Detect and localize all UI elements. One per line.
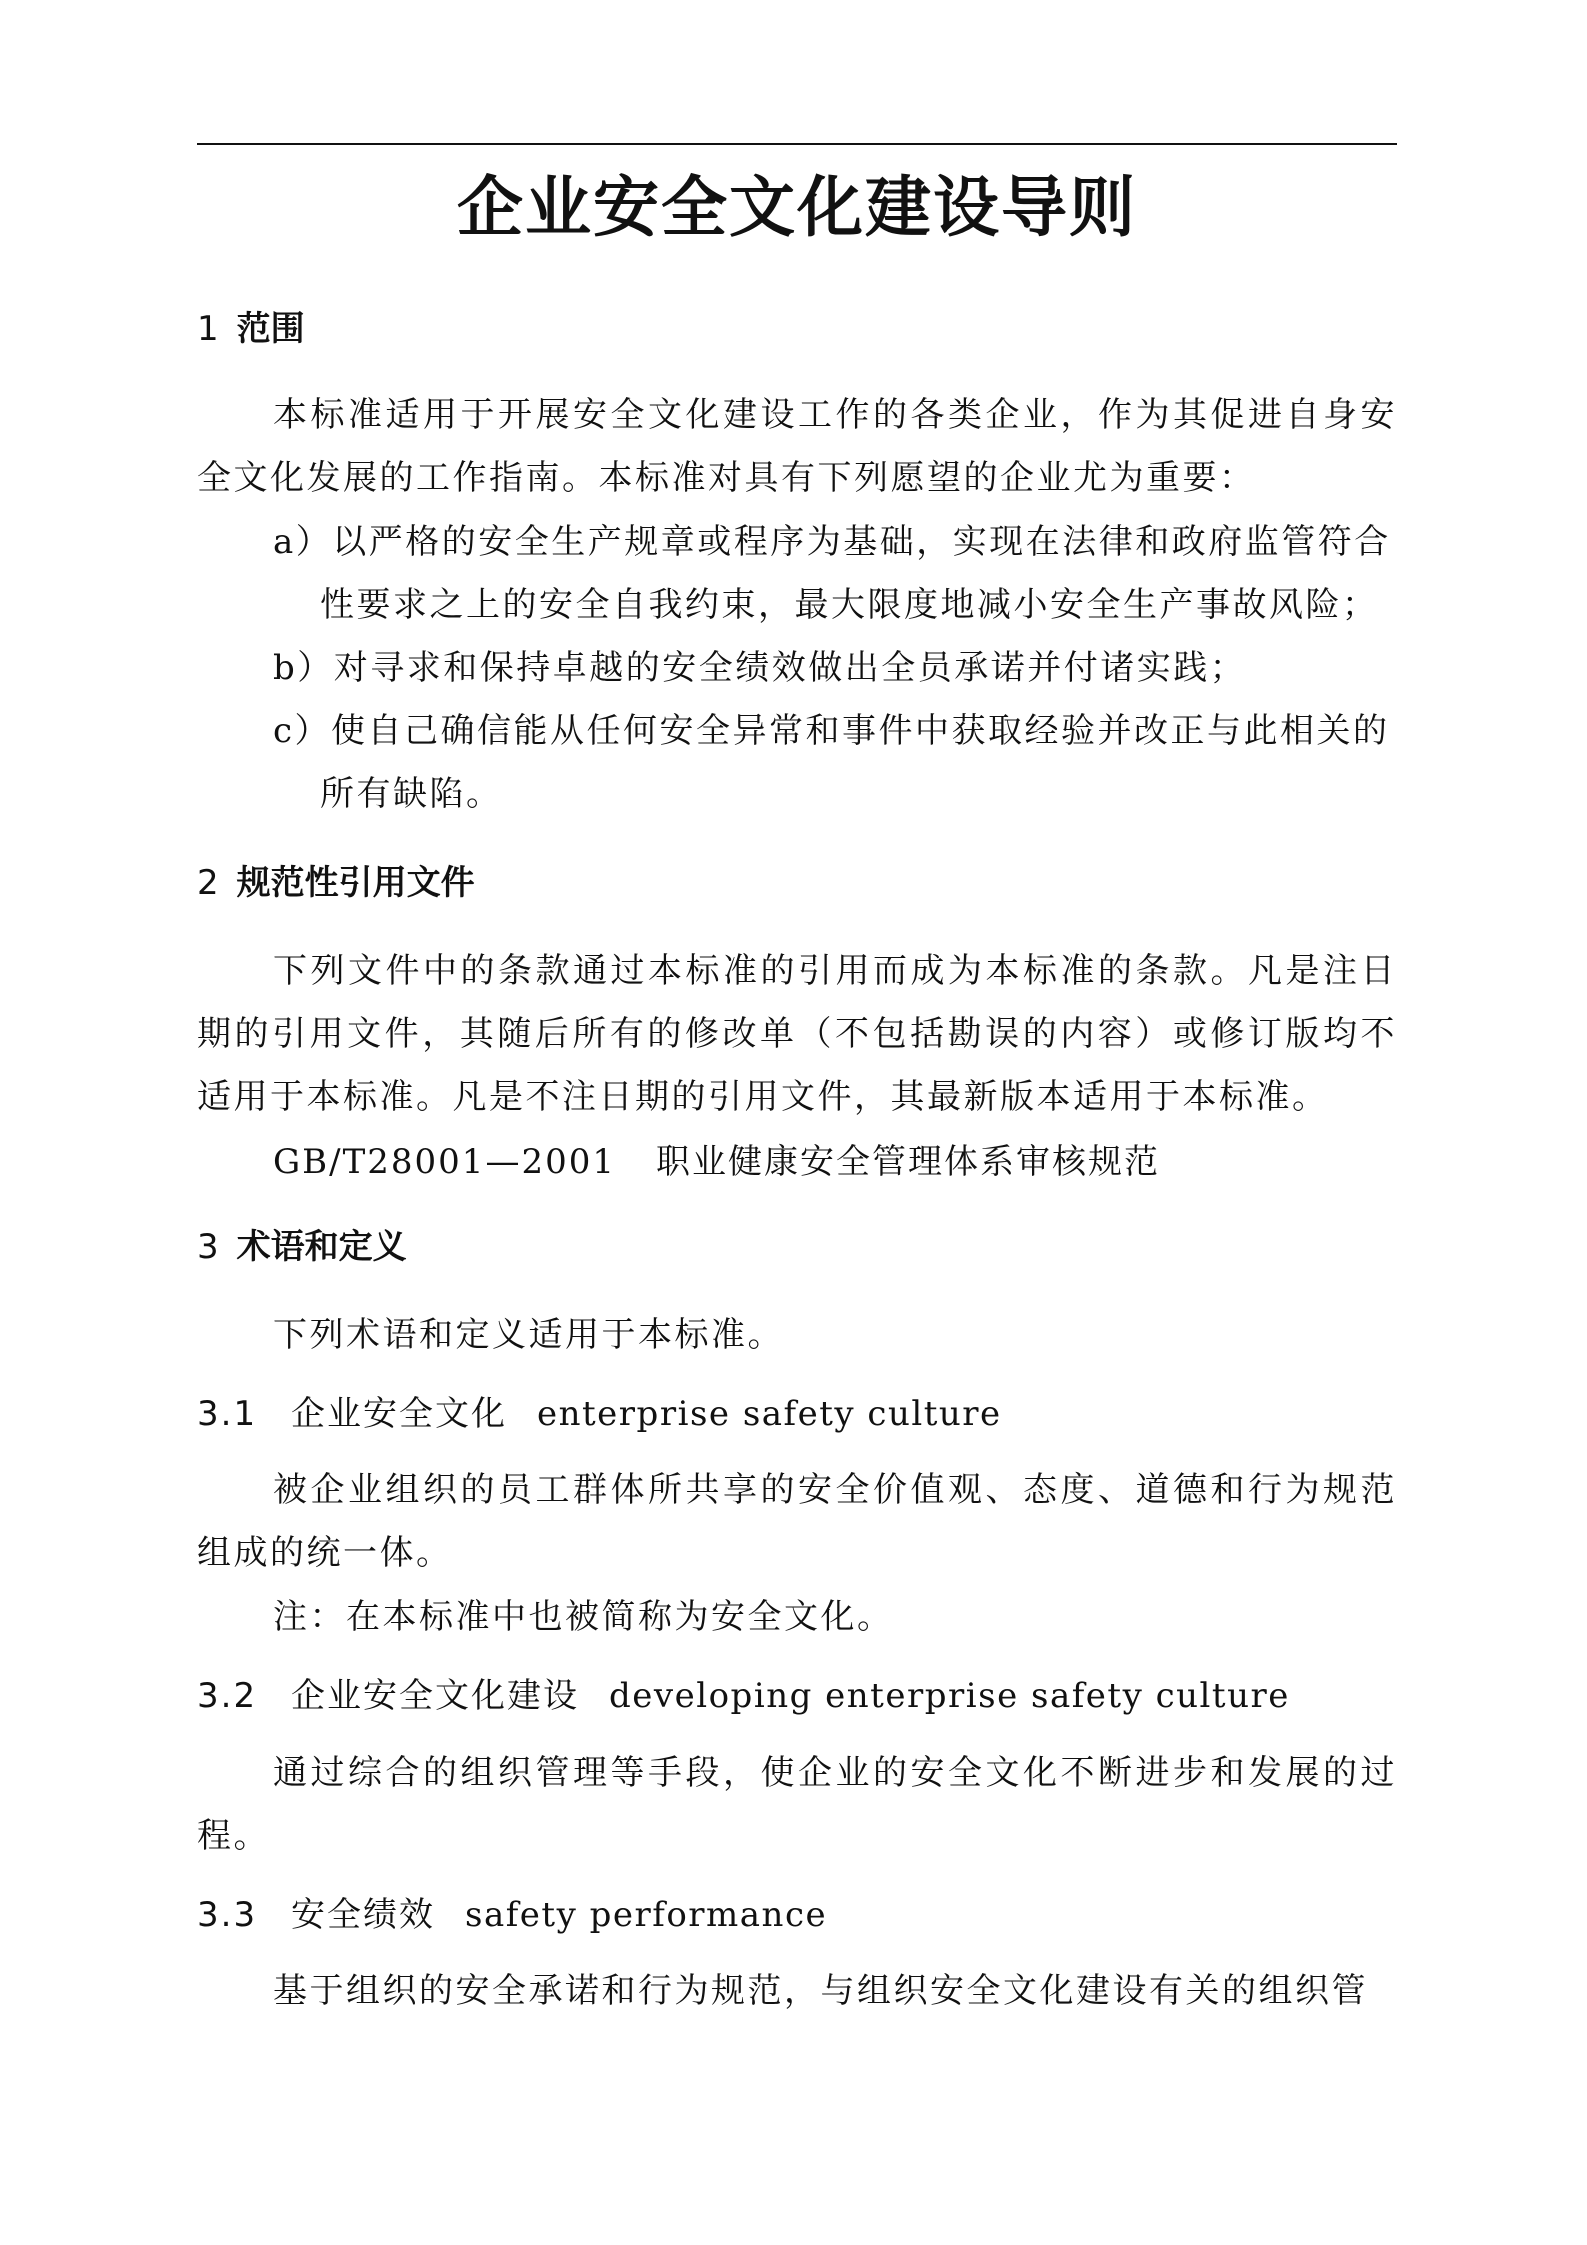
term-definition-3-3: 基于组织的安全承诺和行为规范，与组织安全文化建设有关的组织管	[273, 1971, 1368, 2011]
section-title: 规范性引用文件	[236, 863, 475, 903]
section-heading-normative-references	[197, 858, 475, 908]
term-definition-3-1: 被企业组织的员工群体所共享的安全价值观、态度、道德和行为规范组成的统一体。	[197, 1470, 1397, 1573]
reference-entry	[273, 1131, 1160, 1194]
term-note-3-1: 注：在本标准中也被简称为安全文化。	[273, 1597, 894, 1637]
section-heading-scope	[197, 304, 305, 354]
section-number: 2	[197, 863, 219, 903]
section-heading-terms	[197, 1222, 407, 1272]
section-number: 3	[197, 1227, 219, 1267]
list-item-b-line1: b）对寻求和保持卓越的安全绩效做出全员承诺并付诸实践；	[273, 648, 1247, 688]
section-title: 范围	[236, 309, 305, 349]
section-number: 1	[197, 309, 219, 349]
term-heading-3-2	[197, 1671, 1290, 1721]
term-heading-3-1	[197, 1389, 1002, 1439]
list-item-a-line2: 性要求之上的安全自我约束，最大限度地减小安全生产事故风险；	[320, 585, 1379, 625]
term-cn: 企业安全文化建设	[291, 1676, 579, 1716]
term-definition-3-2: 通过综合的组织管理等手段，使企业的安全文化不断进步和发展的过程。	[197, 1753, 1397, 1856]
list-item-c-line2: 所有缺陷。	[320, 774, 503, 814]
term-cn: 安全绩效	[291, 1895, 435, 1935]
list-item-c-line1: c）使自己确信能从任何安全异常和事件中获取经验并改正与此相关的	[273, 711, 1390, 751]
term-heading-3-3	[197, 1890, 827, 1940]
section-title: 术语和定义	[236, 1227, 407, 1267]
term-en: enterprise safety culture	[537, 1394, 1002, 1434]
term-number: 3.1	[197, 1394, 258, 1434]
header-rule	[197, 143, 1397, 145]
list-item-a	[273, 511, 1397, 637]
term-number: 3.2	[197, 1676, 258, 1716]
scope-paragraph: 本标准适用于开展安全文化建设工作的各类企业，作为其促进自身安全文化发展的工作指南。本标准对具有下列愿望的企业尤为重要：	[197, 395, 1397, 498]
term-cn: 企业安全文化	[291, 1394, 507, 1434]
list-item-c	[273, 700, 1397, 826]
term-en: developing enterprise safety culture	[609, 1676, 1290, 1716]
reference-name: 职业健康安全管理体系审核规范	[655, 1142, 1160, 1182]
references-paragraph: 下列文件中的条款通过本标准的引用而成为本标准的条款。凡是注日期的引用文件，其随后所有的修改单（不包括勘误的内容）或修订版均不适用于本标准。凡是不注日期的引用文件，其最新版本适用于本标准。	[197, 951, 1397, 1117]
document-title: 企业安全文化建设导则	[457, 169, 1137, 246]
list-item-a-line1: a）以严格的安全生产规章或程序为基础，实现在法律和政府监管符合	[273, 522, 1391, 562]
terms-intro: 下列术语和定义适用于本标准。	[273, 1315, 784, 1355]
list-item-b	[273, 637, 1397, 700]
reference-code: GB/T28001—2001	[273, 1142, 616, 1182]
term-en: safety performance	[465, 1895, 828, 1935]
term-number: 3.3	[197, 1895, 258, 1935]
